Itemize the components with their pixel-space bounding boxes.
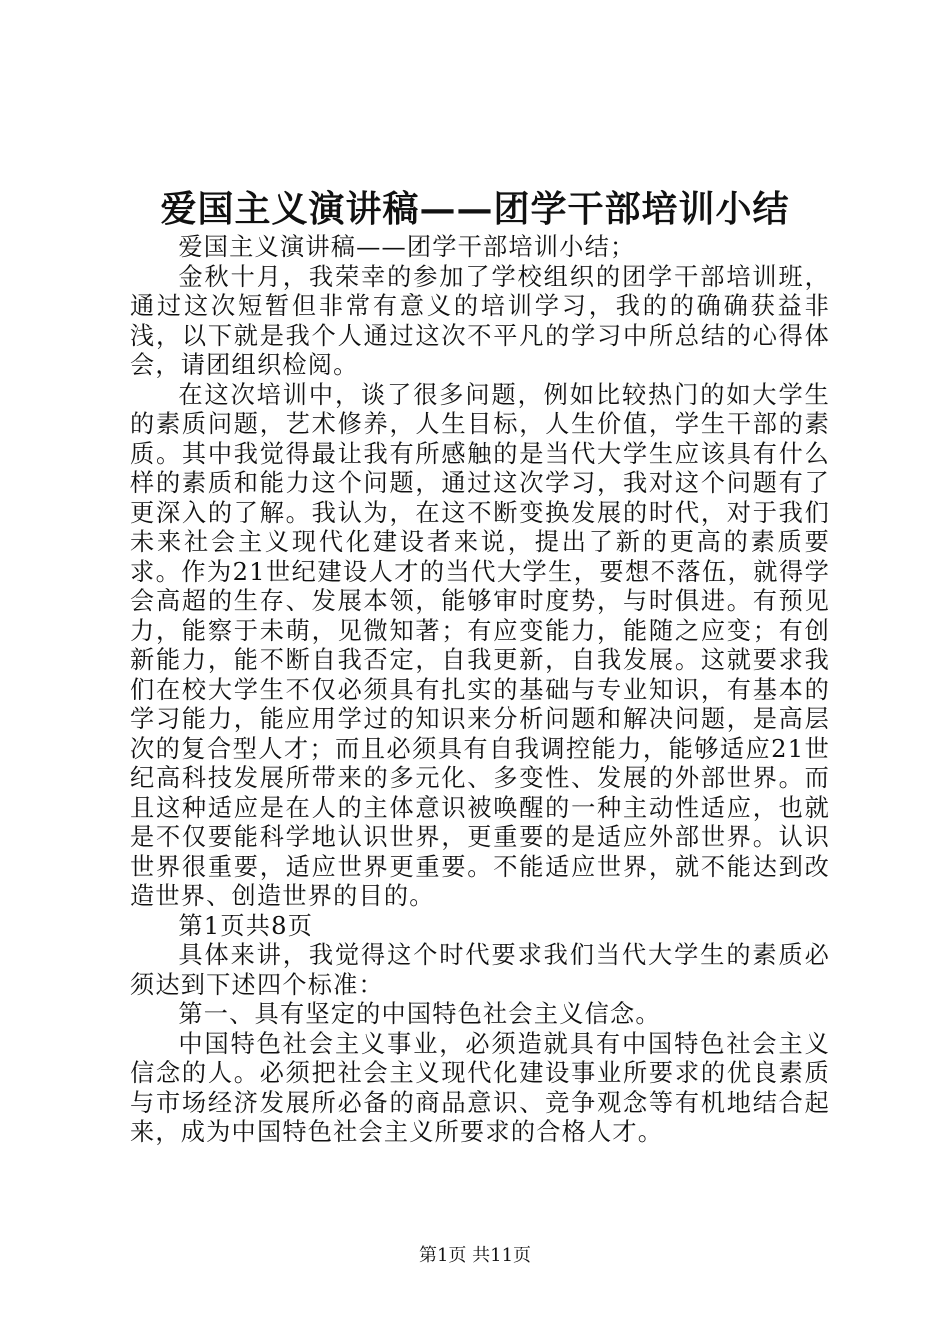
- paragraph-standards: 具体来讲，我觉得这个时代要求我们当代大学生的素质必须达到下述四个标准：: [130, 941, 830, 999]
- inline-page-marker: 第1页共8页: [178, 911, 314, 940]
- page-footer: 第1页 共11页: [418, 1245, 532, 1266]
- paragraph-subtitle: 爱国主义演讲稿——团学干部培训小结；: [178, 233, 636, 261]
- paragraph-intro: 金秋十月，我荣幸的参加了学校组织的团学干部培训班，通过这次短暂但非常有意义的培训学习，我的的确确获益非浅，以下就是我个人通过这次不平凡的学习中所总结的心得体会，请团组织检阅。: [130, 262, 830, 379]
- page-title: 爱国主义演讲稿——团学干部培训小结: [160, 188, 790, 230]
- paragraph-main: 在这次培训中，谈了很多问题，例如比较热门的如大学生的素质问题，艺术修养，人生目标，人生价值，学生干部的素质。其中我觉得最让我有所感触的是当代大学生应该具有什么样的素质和能力这个问题，通过这次学习，我对这个问题有了更深入的了解。我认为，在这不断变换发展的时代，对于我们未来社会主义现代化建设者来说，提出了新的更高的素质要求。作为21世纪建设人才的当代大学生，要想不落伍，就得学会高超的生存、发展本领，能够审时度势，与时俱进。有预见力，能察于未萌，见微知著；有应变能力，能随之应变；有创新能力，能不断自我否定，自我更新，自我发展。这就要求我们在校大学生不仅必须具有扎实的基础与专业知识，有基本的学习能力，能应用学过的知识来分析问题和解决问题，是高层次的复合型人才；而且必须具有自我调控能力，能够适应21世纪高科技发展所带来的多元化、多变性、发展的外部世界。而且这种适应是在人的主体意识被唤醒的一种主动性适应，也就是不仅要能科学地认识世界，更重要的是适应外部世界。认识世界很重要，适应世界更重要。不能适应世界，就不能达到改造世界、创造世界的目的。: [130, 380, 830, 910]
- paragraph-heading-first: 第一、具有坚定的中国特色社会主义信念。: [178, 1000, 661, 1028]
- paragraph-first-detail: 中国特色社会主义事业，必须造就具有中国特色社会主义信念的人。必须把社会主义现代化建设事业所要求的优良素质与市场经济发展所必备的商品意识、竞争观念等有机地结合起来，成为中国特色社会主义所要求的合格人才。: [130, 1029, 830, 1146]
- body-text: [130, 233, 830, 1148]
